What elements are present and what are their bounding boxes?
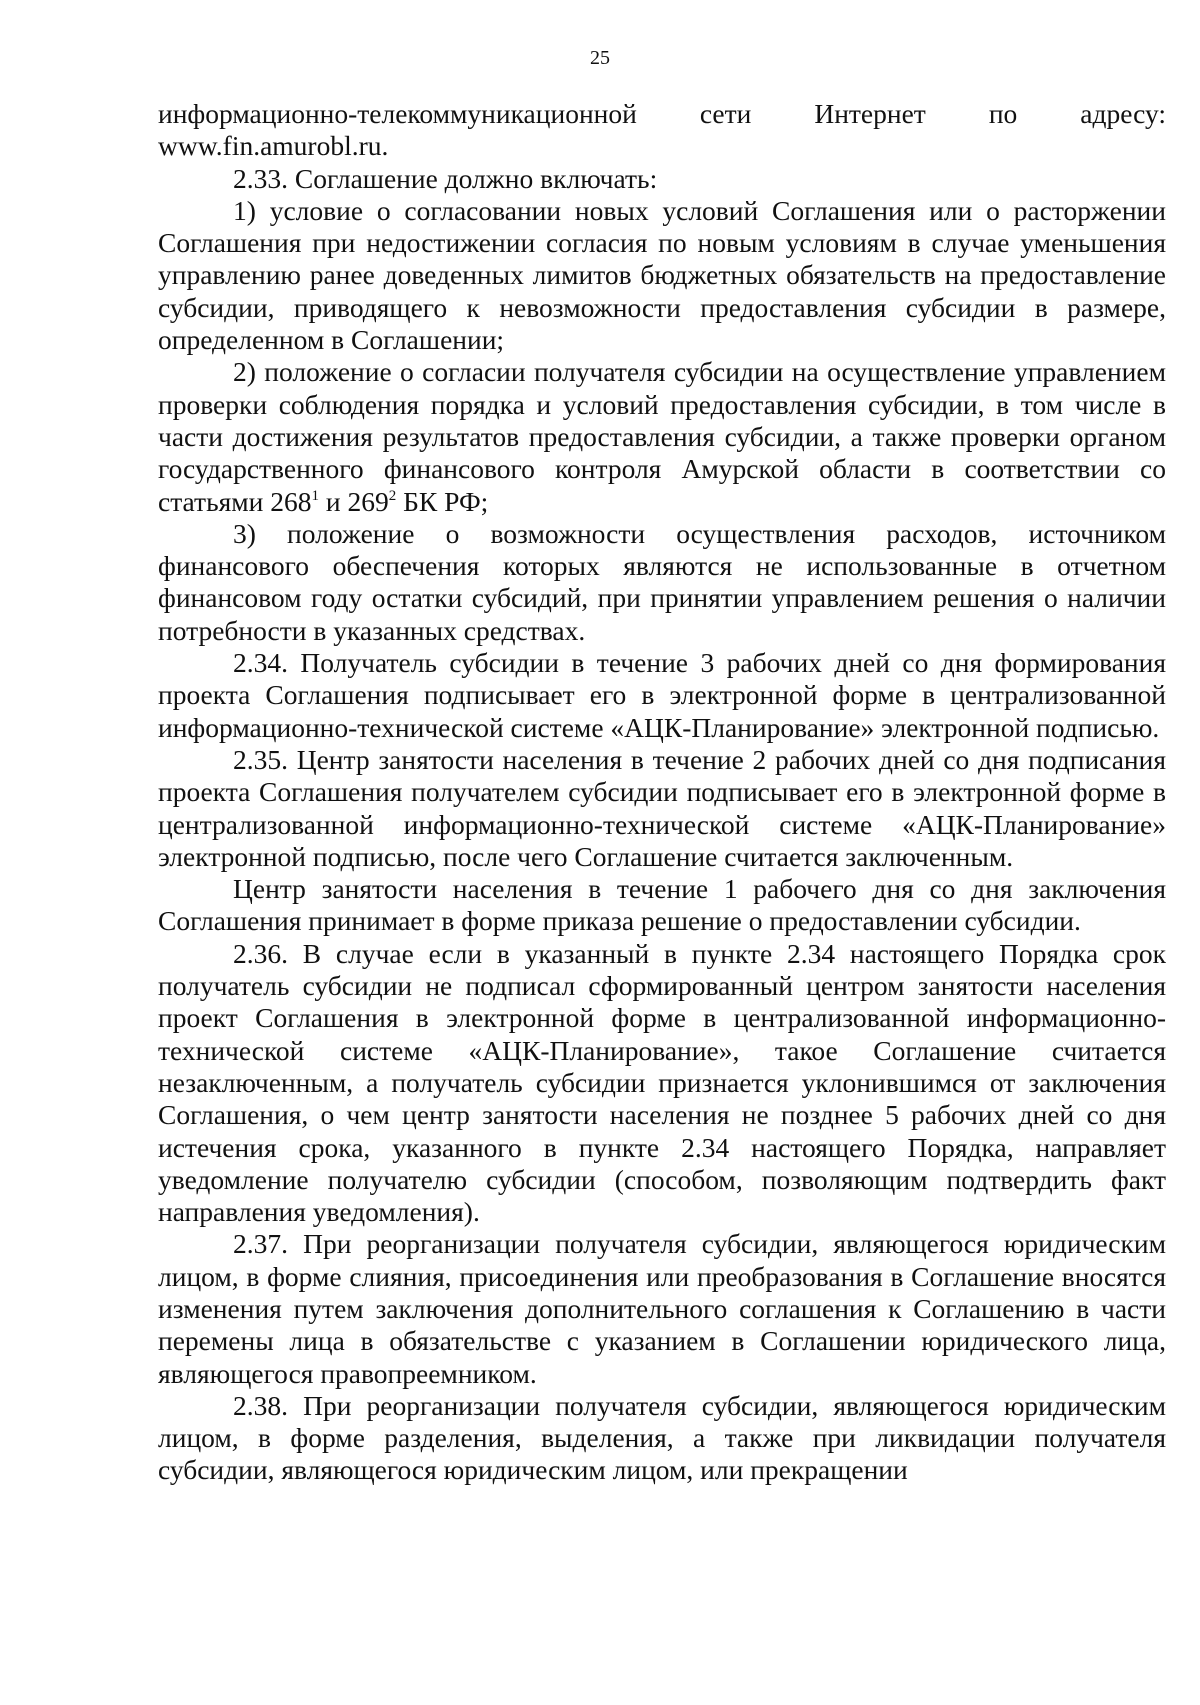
paragraph-2-35-continued: Центр занятости населения в течение 1 рабочего дня со дня заключения Соглашения принимает в форме приказа решение о предоставлении субсидии.: [158, 873, 1166, 937]
paragraph-2-33-item-1: 1) условие о согласовании новых условий Соглашения или о расторжении Соглашения при недостижении согласия по новым условиям в случае уменьшения управлению ранее доведенных лимитов бюджетных обязательств на предоставление субсидии, приводящего к невозможности предоставления субсидии в размере, определенном в Соглашении;: [158, 194, 1166, 356]
superscript-2: 2: [388, 487, 397, 504]
paragraph-2-35: 2.35. Центр занятости населения в течение 2 рабочих дней со дня подписания проекта Соглашения получателем субсидии подписывает его в электронной форме в централизованной информационно-технической системе «АЦК-Планирование» электронной подписью, после чего Соглашение считается заключенным.: [158, 743, 1166, 872]
paragraph-2-33: 2.33. Соглашение должно включать:: [233, 162, 658, 194]
paragraph-address: информационно-телекоммуникационной сети Интернет по адресу: www.fin.amurobl.ru.: [158, 98, 1166, 162]
paragraph-2-38: 2.38. При реорганизации получателя субсидии, являющегося юридическим лицом, в форме разделения, выделения, а также при ликвидации получателя субсидии, являющегося юридическим лицом, или прекращении: [158, 1389, 1166, 1486]
item-2-text-middle: и 269: [319, 485, 389, 517]
paragraph-2-37: 2.37. При реорганизации получателя субсидии, являющегося юридическим лицом, в форме слияния, присоединения или преобразования в Соглашение вносятся изменения путем заключения дополнительного соглашения к Соглашению в части перемены лица в обязательстве с указанием в Соглашении юридического лица, являющегося правопреемником.: [158, 1228, 1166, 1389]
paragraph-2-33-item-2: [158, 356, 1166, 517]
document-body: [158, 98, 1166, 1487]
paragraph-2-33-item-3: 3) положение о возможности осуществления расходов, источником финансового обеспечения которых являются не использованные в отчетном финансовом году остатки субсидий, при принятии управлением решения о наличии потребности в указанных средствах.: [158, 517, 1166, 646]
item-2-text-after: БК РФ;: [396, 485, 489, 517]
item-2-text-before: 2) положение о согласии получателя субсидии на осуществление управлением проверки соблюдения порядка и условий предоставления субсидии, в том числе в части достижения результатов предоставления субсидии, а также проверки органом государственного финансового контроля Амурской области в соответствии со статьями 268: [158, 356, 1166, 517]
page-number: 25: [590, 47, 610, 69]
superscript-1: 1: [311, 487, 320, 504]
paragraph-2-36: 2.36. В случае если в указанный в пункте 2.34 настоящего Порядка срок получатель субсидии не подписал сформированный центром занятости населения проект Соглашения в электронной форме в централизованной информационно-технической системе «АЦК-Планирование», такое Соглашение считается незаключенным, а получатель субсидии признается уклонившимся от заключения Соглашения, о чем центр занятости населения не позднее 5 рабочих дней со дня истечения срока, указанного в пункте 2.34 настоящего Порядка, направляет уведомление получателю субсидии (способом, позволяющим подтвердить факт направления уведомления).: [158, 937, 1166, 1228]
paragraph-2-34: 2.34. Получатель субсидии в течение 3 рабочих дней со дня формирования проекта Соглашения подписывает его в электронной форме в централизованной информационно-технической системе «АЦК-Планирование» электронной подписью.: [158, 647, 1166, 743]
